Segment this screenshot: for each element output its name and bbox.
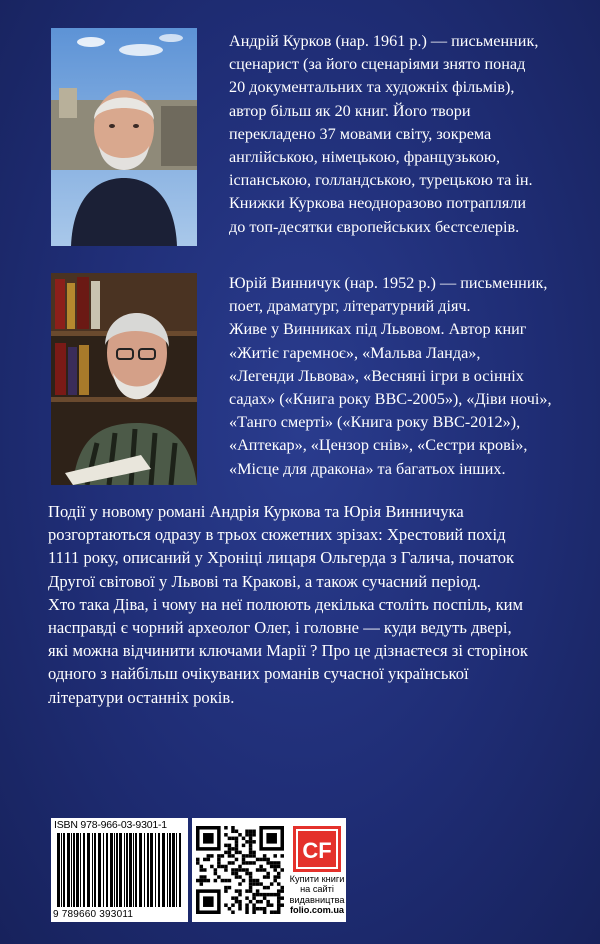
bio-line: «Аптекар», «Цензор снів», «Сестри крові», bbox=[229, 436, 528, 455]
synopsis-line: розгортаються одразу в трьох сюжетних зрізах: Хрестовий похід bbox=[48, 525, 506, 545]
buy-line: на сайті bbox=[300, 884, 334, 895]
synopsis-line: одного з найбільш очікуваних романів сучасної української bbox=[48, 664, 469, 684]
synopsis-line: Другої світової у Львові та Кракові, а також сучасний період. bbox=[48, 571, 481, 591]
bio-line: «Танго смерті» («Книга року BBC-2012»), bbox=[229, 413, 521, 432]
buy-books-text bbox=[288, 874, 346, 915]
synopsis-line: Події у новому романі Андрія Куркова та Юрія Винничука bbox=[48, 502, 464, 521]
synopsis-line: які можна відчинити ключами Марії ? Про це дізнаєтеся зі сторінок bbox=[48, 641, 528, 661]
bio-line: «Місце для дракона» та багатьох інших. bbox=[229, 459, 506, 478]
bio-line: англійською, німецькою, французькою, bbox=[229, 148, 500, 167]
bio-line: Живе у Винниках під Львовом. Автор книг bbox=[229, 320, 527, 339]
isbn-barcode bbox=[51, 818, 188, 922]
bio-line: «Легенди Львова», «Весняні ігри в осінніх bbox=[229, 366, 524, 385]
synopsis-line: літератури останніх років. bbox=[48, 687, 235, 707]
barcode-bars bbox=[55, 833, 184, 909]
bio-line: 20 документальних та художніх фільмів), bbox=[229, 78, 515, 97]
synopsis-line: 1111 року, описаний у Хроніці лицаря Ольгерда з Галича, початок bbox=[48, 548, 515, 568]
synopsis-line: насправді є чорний археолог Олег, і головне — куди ведуть двері, bbox=[48, 618, 512, 638]
bio-line: автор більш як 20 книг. Його твори bbox=[229, 101, 471, 120]
ean-digits: 9 789660 393011 bbox=[53, 909, 134, 920]
bio-line: «Житіє гаремноє», «Мальва Ланда», bbox=[229, 343, 481, 362]
author-photo-vynnychuk bbox=[51, 273, 197, 485]
publisher-block bbox=[192, 818, 346, 922]
buy-line: Купити книги bbox=[289, 874, 345, 884]
isbn-number: ISBN 978-966-03-9301-1 bbox=[54, 819, 167, 831]
bio-line: перекладено 37 мовами світу, зокрема bbox=[229, 124, 492, 143]
bio-line: садах» («Книга року BBC-2005»), «Діви ночі», bbox=[229, 390, 552, 409]
synopsis-line: Хто така Діва, і чому на неї полюють декілька століть поспіль, ким bbox=[48, 594, 524, 614]
author-photo-kurkov bbox=[51, 28, 197, 246]
bio-line: Андрій Курков (нар. 1961 р.) — письменник, bbox=[229, 32, 539, 50]
bio-line: Книжки Куркова неодноразово потрапляли bbox=[229, 194, 527, 213]
author-bio-vynnychuk bbox=[229, 272, 569, 481]
book-synopsis bbox=[48, 500, 568, 709]
bio-line: до топ-десятки європейських бестселерів. bbox=[229, 217, 520, 236]
svg-text:CF: CF bbox=[302, 838, 332, 863]
buy-line: видавництва bbox=[289, 894, 345, 905]
bio-line: поет, драматург, літературний діяч. bbox=[229, 297, 471, 316]
publisher-site-link[interactable]: folio.com.ua bbox=[289, 904, 345, 915]
bio-line: іспанською, голландською, турецькою та ін. bbox=[229, 171, 533, 190]
author-bio-kurkov bbox=[229, 30, 569, 239]
publisher-logo bbox=[293, 826, 341, 872]
bio-line: сценарист (за його сценаріями знято понад bbox=[229, 55, 526, 74]
qr-code[interactable] bbox=[196, 826, 284, 914]
bio-line: Юрій Винничук (нар. 1952 р.) — письменник, bbox=[229, 274, 548, 292]
